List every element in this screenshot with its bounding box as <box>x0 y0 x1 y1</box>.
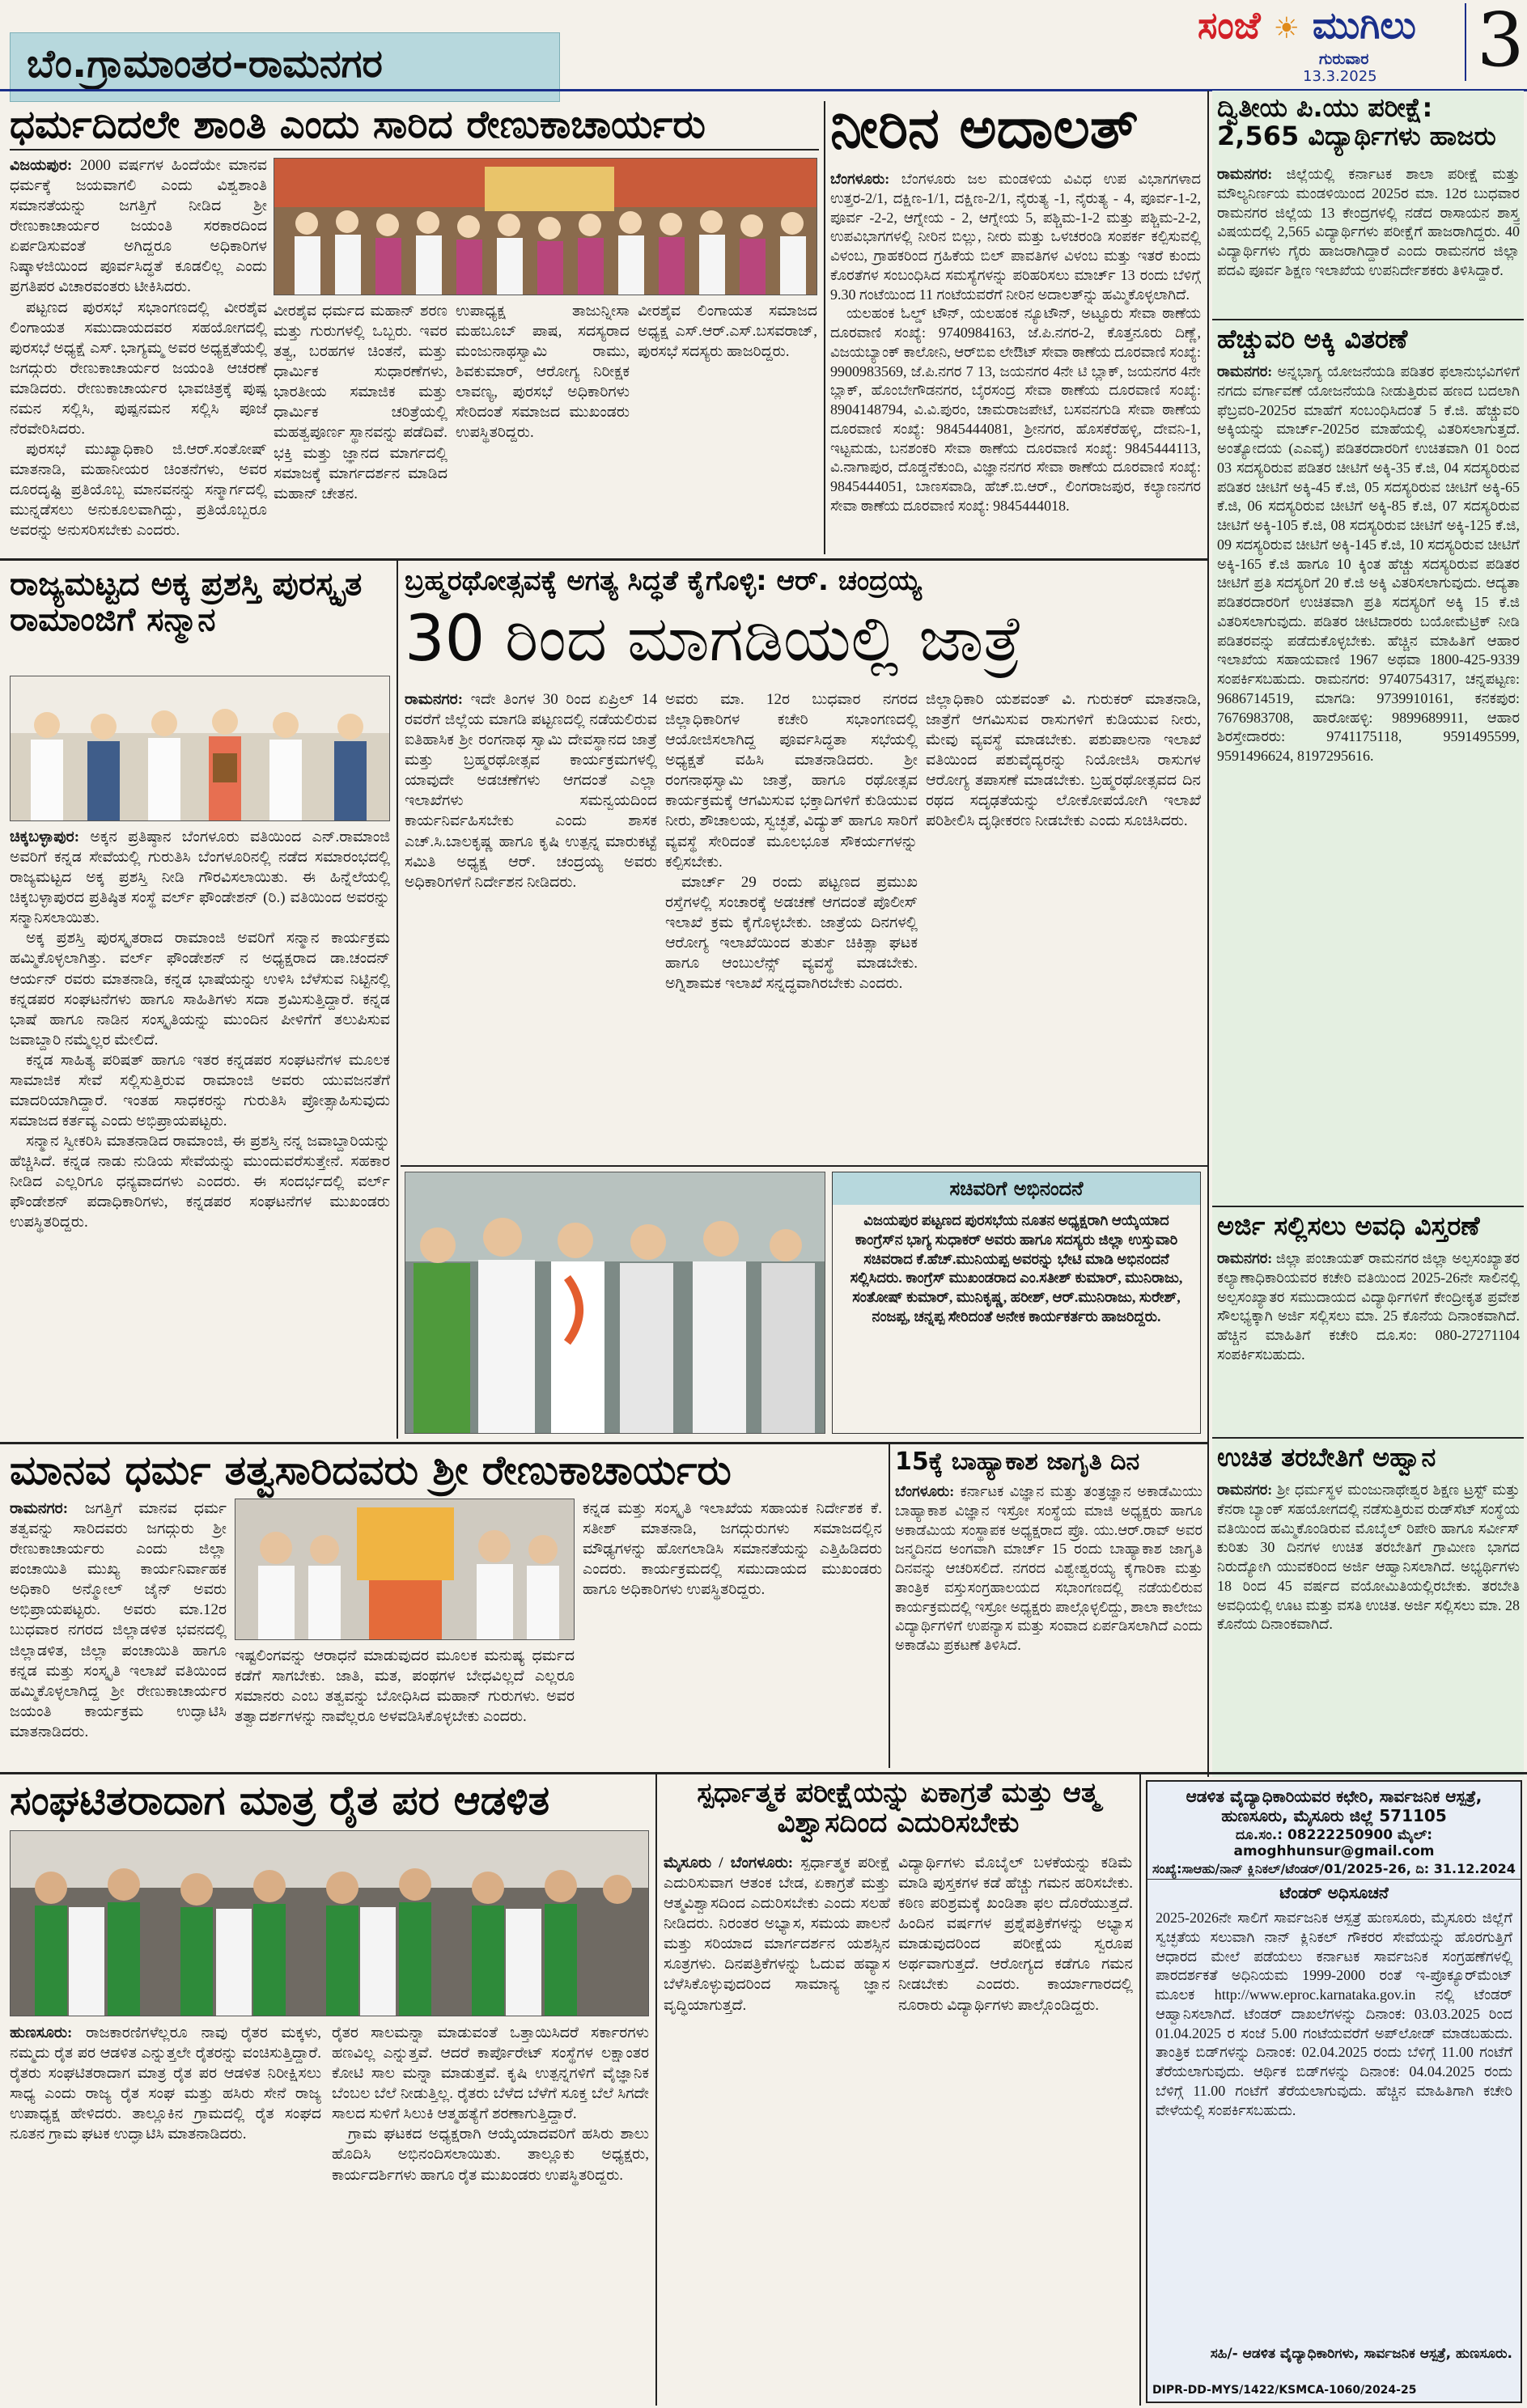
renuka-body-4: ವೀರಶೈವ ಧರ್ಮದ ಮಹಾನ್ ಶರಣ ಮತ್ತು ಗುರುಗಳಲ್ಲಿ ಒಬ್ಬರು. ಇವರ ತತ್ವ, ಬರಹಗಳ ಚಿಂತನೆ, ಮತ್ತು ಧಾರ್ಮಿಕ ಸುಧಾರಣೆಗಳು, ಭಾರತೀಯ ಸಮಾಜಿಕ ಮತ್ತು ಧಾರ್ಮಿಕ ಚರಿತ್ರೆಯಲ್ಲಿ ಮಹತ್ವಪೂರ್ಣ ಸ್ಥಾನವನ್ನು ಪಡೆದಿವೆ. ಭಕ್ತಿ ಮತ್ತು ಜ್ಞಾನದ ಮಾರ್ಗದಲ್ಲಿ ಸಮಾಜಕ್ಕೆ ಮಾರ್ಗದರ್ಶನ ಮಾಡಿದ ಮಹಾನ್ ಚೇತನ. <box>274 303 447 502</box>
arji-rule <box>1212 1437 1524 1439</box>
ramanji-body-4: ಸನ್ಮಾನ ಸ್ವೀಕರಿಸಿ ಮಾತನಾಡಿದ ರಾಮಾಂಜಿ, ಈ ಪ್ರಶಸ್ತಿ ನನ್ನ ಜವಾಬ್ದಾರಿಯನ್ನು ಹೆಚ್ಚಿಸಿದೆ. ಕನ್ನಡ ನಾಡು ನುಡಿಯ ಸೇವೆಯನ್ನು ಮುಂದುವರೆಸುತ್ತೇನೆ. ಸಹಕಾರ ನೀಡಿದ ಎಲ್ಲರಿಗೂ ಧನ್ಯವಾದಗಳು ಎಂದರು. ಈ ಸಂದರ್ಭದಲ್ಲಿ ವರ್ಲ್ ಫೌಂಡೇಶನ್ ಪದಾಧಿಕಾರಿಗಳು, ಕನ್ನಡಪರ ಸಂಘಟನೆಗಳ ಮುಖಂಡರು ಉಪಸ್ಥಿತರಿದ್ದರು. <box>10 1133 390 1232</box>
sachiv-photo <box>405 1172 825 1434</box>
arji-body <box>1217 1249 1520 1435</box>
ramanji-magadi-divider <box>397 561 398 1439</box>
puc-headline: ದ್ವಿತೀಯ ಪಿ.ಯು ಪರೀಕ್ಷೆ: 2,565 ವಿದ್ಯಾರ್ಥಿಗಳು ಹಾಜರು <box>1217 92 1496 152</box>
renuka-body-3: ಪುರಸಭೆ ಮುಖ್ಯಾಧಿಕಾರಿ ಜಿ.ಆರ್.ಸಂತೋಷ್ ಮಾತನಾಡಿ, ಮಹಾನೀಯರ ಚಿಂತನೆಗಳು, ಅವರ ದೂರದೃಷ್ಟಿ ಪ್ರತಿಯೊಬ್ಬ ಮಾನವನನ್ನು ಸನ್ಮಾರ್ಗದಲ್ಲಿ ಮುನ್ನಡೆಸಲು ಅನುಕೂಲವಾಗಿದ್ದು, ಪ್ರತಿಯೊಬ್ಬರೂ ಅವರನ್ನು ಅನುಸರಿಸಬೇಕು ಎಂದರು. <box>10 441 267 540</box>
magadi-kicker: ಬ್ರಹ್ಮರಥೋತ್ಸವಕ್ಕೆ ಅಗತ್ಯ ಸಿದ್ಧತೆ ಕೈಗೊಳ್ಳಿ: ಆರ್. ಚಂದ್ರಯ್ಯ <box>405 565 922 597</box>
manava-space-divider <box>889 1444 890 1768</box>
row4-top-rule <box>0 1772 1527 1774</box>
raita-headline: ಸಂಘಟಿತರಾದಾಗ ಮಾತ್ರ ರೈತ ಪರ ಆಡಳಿತ <box>10 1777 550 1824</box>
akki-body <box>1217 362 1520 1204</box>
raita-body-1: ರಾಜಕಾರಣಿಗಳೆಲ್ಲರೂ ನಾವು ರೈತರ ಮಕ್ಕಳು, ನಮ್ಮದು ರೈತ ಪರ ಆಡಳಿತ ಎನ್ನುತ್ತಲೇ ರೈತರನ್ನು ವಂಚಿಸುತ್ತಿದ್ದಾರೆ. ರೈತರು ಸಂಘಟಿತರಾದಾಗ ಮಾತ್ರ ರೈತ ಪರ ಆಡಳಿತ ನಿರೀಕ್ಷಿಸಲು ಸಾಧ್ಯ ಎಂದು ರಾಜ್ಯ ರೈತ ಸಂಘ ಮತ್ತು ಹಸಿರು ಸೇನೆ ರಾಜ್ಯ ಉಪಾಧ್ಯಕ್ಷ ಹೇಳಿದರು. ತಾಲ್ಲೂಕಿನ ಗ್ರಾಮದಲ್ಲಿ ರೈತ ಸಂಘದ ನೂತನ ಗ್ರಾಮ ಘಟಕ ಉದ್ಘಾಟಿಸಿ ಮಾತನಾಡಿದರು. <box>10 2024 321 2143</box>
akki-text: ಅನ್ನಭಾಗ್ಯ ಯೋಜನೆಯಡಿ ಪಡಿತರ ಫಲಾನುಭವಿಗಳಿಗೆ ನಗದು ವರ್ಗಾವಣೆ ಯೋಜನೆಯಡಿ ನೀಡುತ್ತಿರುವ ಹಣದ ಬದಲಾಗಿ ಫೆಬ್ರವರಿ-2025ರ ಮಾಹೆಗೆ ಸಂಬಂಧಿಸಿದಂತೆ 5 ಕೆ.ಜಿ. ಹೆಚ್ಚುವರಿ ಅಕ್ಕಿಯನ್ನು ಮಾರ್ಚ್-2025ರ ಮಾಹೆಯಲ್ಲಿ ವಿತರಿಸಲಾಗುತ್ತದೆ. ಅಂತ್ಯೋದಯ (ಎಎವೈ) ಪಡಿತರದಾರರಿಗೆ ಉಚಿತವಾಗಿ 01 ರಿಂದ 03 ಸದಸ್ಯರಿರುವ ಪಡಿತರ ಚೀಟಿಗೆ ಅಕ್ಕಿ-35 ಕೆ.ಜಿ, 04 ಸದಸ್ಯರಿರುವ ಪಡಿತರ ಚೀಟಿಗೆ ಅಕ್ಕಿ-45 ಕೆ.ಜಿ, 05 ಸದಸ್ಯರಿರುವ ಚೀಟಿಗೆ ಅಕ್ಕಿ-65 ಕೆ.ಜಿ, 06 ಸದಸ್ಯರಿರುವ ಚೀಟಿಗೆ ಅಕ್ಕಿ-85 ಕೆ.ಜಿ, 07 ಸದಸ್ಯರಿರುವ ಚೀಟಿಗೆ ಅಕ್ಕಿ-105 ಕೆ.ಜಿ, 08 ಸದಸ್ಯರಿರುವ ಚೀಟಿಗೆ ಅಕ್ಕಿ-125 ಕೆ.ಜಿ, 09 ಸದಸ್ಯರಿರುವ ಚೀಟಿಗೆ ಅಕ್ಕಿ-145 ಕೆ.ಜಿ, 10 ಸದಸ್ಯರಿರುವ ಚೀಟಿಗೆ ಅಕ್ಕಿ-165 ಕೆ.ಜಿ ಹಾಗೂ 10 ಕ್ಕಿಂತ ಹೆಚ್ಚು ಸದಸ್ಯರಿರುವ ಪಡಿತರ ಚೀಟಿಗೆ ಪ್ರತಿ ಸದಸ್ಯರಿಗೆ 20 ಕೆ.ಜಿ ಅಕ್ಕಿ ವಿತರಿಸಲಾಗುವುದು. ಆದ್ಯತಾ ಪಡಿತರದಾರರಿಗೆ ಉಚಿತವಾಗಿ ಪ್ರತಿ ಸದಸ್ಯರಿಗೆ ಅಕ್ಕಿ 15 ಕೆ.ಜಿ ವಿತರಿಸಲಾಗುವುದು. ಪಡಿತರ ಚೀಟಿದಾರರು ಬಯೋಮೆಟ್ರಿಕ್ ನೀಡಿ ಪಡಿತರವನ್ನು ಪಡೆದುಕೊಳ್ಳಬೇಕು. ಹೆಚ್ಚಿನ ಮಾಹಿತಿಗೆ ಆಹಾರ ಇಲಾಖೆಯ ಸಹಾಯವಾಣಿ 1967 ಅಥವಾ 1800-425-9339 ಸಂಪರ್ಕಿಸಬಹುದು. ರಾಮನಗರ: 9740754317, ಚನ್ನಪಟ್ಟಣ: 9686714519, ಮಾಗಡಿ: 9739910161, ಕನಕಪುರ: 7676983708, ಹಾರೋಹಳ್ಳಿ: 9899689911, ಆಹಾರ ಶಿರಸ್ತೇದಾರರು: 9741175118, 9591495599, 9591496624, 8197295616. <box>1217 363 1520 764</box>
renuka-adalat-divider <box>824 101 825 554</box>
adalat-headline: ನೀರಿನ ಅದಾಲತ್ <box>830 95 1139 161</box>
brand-name-mugilu: ಮುಗಿಲು <box>1312 3 1416 47</box>
exam-dateline: ಮೈಸೂರು / ಬೆಂಗಳೂರು: <box>664 1855 794 1872</box>
weekday: ಗುರುವಾರ <box>1319 50 1369 68</box>
jayanti-photo-illustration <box>235 1499 575 1640</box>
section-label-bar <box>10 32 560 102</box>
magadi-body-2: ಅವರು ಮಾ. 12ರ ಬುಧವಾರ ನಗರದ ಜಿಲ್ಲಾಧಿಕಾರಿಗಳ ಕಚೇರಿ ಸಭಾಂಗಣದಲ್ಲಿ ಆಯೋಜಿಸಲಾಗಿದ್ದ ಪೂರ್ವಸಿದ್ಧತಾ ಸಭೆಯಲ್ಲಿ ಅಧ್ಯಕ್ಷತೆ ವಹಿಸಿ ಮಾತನಾಡಿದರು. ಶ್ರೀ ರಂಗನಾಥಸ್ವಾಮಿ ಜಾತ್ರೆ, ಹಾಗೂ ರಥೋತ್ಸವ ಕಾರ್ಯಕ್ರಮಕ್ಕೆ ಆಗಮಿಸುವ ಭಕ್ತಾದಿಗಳಿಗೆ ಕುಡಿಯುವ ನೀರು, ಶೌಚಾಲಯ, ಸ್ವಚ್ಛತೆ, ವಿದ್ಯುತ್ ಹಾಗೂ ಸಾರಿಗೆ ವ್ಯವಸ್ಥೆ ಸೇರಿದಂತೆ ಮೂಲಭೂತ ಸೌಕರ್ಯಗಳನ್ನು ಕಲ್ಪಿಸಬೇಕು. <box>665 691 918 871</box>
renuka-body-5: ಉಪಾಧ್ಯಕ್ಷ ತಾಜುನ್ನೀಸಾ ಮಹಬೂಬ್ ಪಾಷ, ಸದಸ್ಯರಾದ ಮಂಜುನಾಥಸ್ವಾಮಿ ರಾಮು, ಶಿವಕುಮಾರ್, ಆರೋಗ್ಯ ನಿರೀಕ್ಷಕ ಲಾವಣ್ಯ, ಪುರಸಭೆ ಅಧಿಕಾರಿಗಳು ಸೇರಿದಂತೆ ಸಮಾಜದ ಮುಖಂಡರು ಉಪಸ್ಥಿತರಿದ್ದರು. <box>456 303 630 442</box>
sachiv-box <box>832 1172 1201 1434</box>
magadi-body-1: ಇದೇ ತಿಂಗಳ 30 ರಿಂದ ಏಪ್ರಿಲ್ 14 ರವರೆಗೆ ಜಿಲ್ಲೆಯ ಮಾಗಡಿ ಪಟ್ಟಣದಲ್ಲಿ ನಡೆಯಲಿರುವ ಐತಿಹಾಸಿಕ ಶ್ರೀ ರಂಗನಾಥ ಸ್ವಾಮಿ ದೇವಸ್ಥಾನದ ಜಾತ್ರೆ ಮತ್ತು ಬ್ರಹ್ಮರಥೋತ್ಸವ ಕಾರ್ಯಕ್ರಮಗಳಲ್ಲಿ ಯಾವುದೇ ಅಡಚಣೆಗಳು ಆಗದಂತೆ ಎಲ್ಲಾ ಇಲಾಖೆಗಳು ಸಮನ್ವಯದಿಂದ ಕಾರ್ಯನಿರ್ವಹಿಸಬೇಕು ಎಂದು ಶಾಸಕ ಎಚ್.ಸಿ.ಬಾಲಕೃಷ್ಣ ಹಾಗೂ ಕೃಷಿ ಉತ್ಪನ್ನ ಮಾರುಕಟ್ಟೆ ಸಮಿತಿ ಅಧ್ಯಕ್ಷ ಆರ್. ಚಂದ್ರಯ್ಯ ಅವರು ಅಧಿಕಾರಿಗಳಿಗೆ ನಿರ್ದೇಶನ ನೀಡಿದರು. <box>405 691 657 891</box>
tender-contact: ದೂ.ಸಂ.: 08222250900 ಮೈಲ್: amoghhunsur@gmail.com <box>1233 1827 1435 1859</box>
tender-ref: ಸಂಖ್ಯೆ:ಸಾಆಹು/ನಾನ್ ಕ್ಲಿನಿಕಲ್/ಟೆಂಡರ್/01/2025-26, ದಿ: 31.12.2024 <box>1147 1859 1521 1880</box>
magadi-col1 <box>405 689 657 1159</box>
exam-col2 <box>898 1853 1133 2403</box>
masthead <box>1198 0 1527 84</box>
manava-body-3: ಕನ್ನಡ ಮತ್ತು ಸಂಸ್ಕೃತಿ ಇಲಾಖೆಯ ಸಹಾಯಕ ನಿರ್ದೇಶಕ ಕೆ. ಸತೀಶ್ ಮಾತನಾಡಿ, ಜಗದ್ಗುರುಗಳು ಸಮಾಜದಲ್ಲಿನ ಮೌಢ್ಯಗಳನ್ನು ಹೋಗಲಾಡಿಸಿ ಸಮಾನತೆಯನ್ನು ಎತ್ತಿಹಿಡಿದರು ಎಂದರು. ಕಾರ್ಯಕ್ರಮದಲ್ಲಿ ಸಮುದಾಯದ ಮುಖಂಡರು ಹಾಗೂ ಅಧಿಕಾರಿಗಳು ಉಪಸ್ಥಿತರಿದ್ದರು. <box>583 1500 882 1599</box>
renuka-col2 <box>274 301 447 550</box>
ramanji-headline: ರಾಜ್ಯಮಟ್ಟದ ಅಕ್ಕ ಪ್ರಶಸ್ತಿ ಪುರಸ್ಕೃತ ರಾಮಾಂಜಿಗೆ ಸನ್ಮಾನ <box>10 566 363 638</box>
ramanji-body-3: ಕನ್ನಡ ಸಾಹಿತ್ಯ ಪರಿಷತ್ ಹಾಗೂ ಇತರ ಕನ್ನಡಪರ ಸಂಘಟನೆಗಳ ಮೂಲಕ ಸಾಮಾಜಿಕ ಸೇವೆ ಸಲ್ಲಿಸುತ್ತಿರುವ ರಾಮಾಂಜಿ ಅವರು ಯುವಜನತೆಗೆ ಮಾದರಿಯಾಗಿದ್ದಾರೆ. ಇಂತಹ ಸಾಧಕರನ್ನು ಗುರುತಿಸಿ ಪ್ರೋತ್ಸಾಹಿಸುವುದು ಸಮಾಜದ ಕರ್ತವ್ಯ ಎಂದು ಅಭಿಪ್ರಾಯಪಟ್ಟರು. <box>10 1051 390 1130</box>
manava-body-2: ಇಷ್ಟಲಿಂಗವನ್ನು ಆರಾಧನೆ ಮಾಡುವುದರ ಮೂಲಕ ಮನುಷ್ಯ ಧರ್ಮದ ಕಡೆಗೆ ಸಾಗಬೇಕು. ಜಾತಿ, ಮತ, ಪಂಥಗಳ ಬೇಧವಿಲ್ಲದೆ ಎಲ್ಲರೂ ಸಮಾನರು ಎಂಬ ತತ್ವವನ್ನು ಬೋಧಿಸಿದ ಮಹಾನ್ ಗುರುಗಳು. ಅವರ ತತ್ವಾದರ್ಶಗಳನ್ನು ನಾವೆಲ್ಲರೂ ಅಳವಡಿಸಿಕೊಳ್ಳಬೇಕು ಎಂದರು. <box>235 1647 575 1726</box>
tender-dipr: DIPR-DD-MYS/1422/KSMCA-1060/2024-25 <box>1152 2384 1417 2397</box>
magadi-headline: 30 ರಿಂದ ಮಾಗಡಿಯಲ್ಲಿ ಜಾತ್ರೆ <box>405 603 1023 676</box>
space-headline: 15ಕ್ಕೆ ಬಾಹ್ಯಾಕಾಶ ಜಾಗೃತಿ ದಿನ <box>895 1448 1140 1476</box>
magadi-col2 <box>665 689 918 1159</box>
raita-dateline: ಹುಣಸೂರು: <box>10 2024 73 2041</box>
renuka-photo <box>274 158 817 295</box>
manava-col3 <box>583 1499 882 1761</box>
space-body <box>895 1482 1203 1761</box>
award-photo-illustration <box>11 676 390 821</box>
magadi-col3 <box>926 689 1201 1159</box>
arji-text: ಜಿಲ್ಲಾ ಪಂಚಾಯತ್ ರಾಮನಗರ ಜಿಲ್ಲಾ ಅಲ್ಪಸಂಖ್ಯಾತರ ಕಲ್ಯಾಣಾಧಿಕಾರಿಯವರ ಕಚೇರಿ ವತಿಯಿಂದ 2025-26ನೇ ಸಾಲಿನಲ್ಲಿ ಅಲ್ಪಸಂಖ್ಯಾತರ ಸಮುದಾಯದ ವಿದ್ಯಾರ್ಥಿಗಳಿಗೆ ಕೇಂದ್ರೀಕೃತ ಪ್ರವೇಶ ಸೌಲಭ್ಯಕ್ಕಾಗಿ ಅರ್ಜಿ ಸಲ್ಲಿಸಲು ಮಾ. 25 ಕೊನೆಯ ದಿನಾಂಕವಾಗಿದೆ. ಹೆಚ್ಚಿನ ಮಾಹಿತಿಗೆ ಕಚೇರಿ ದೂ.ಸಂ: 080-27271104 ಸಂಪರ್ಕಿಸಬಹುದು. <box>1217 1250 1520 1363</box>
raita-photo <box>10 1830 649 2016</box>
brand-name-sanje: ಸಂಜೆ <box>1198 3 1261 47</box>
renuka-col3 <box>456 301 630 550</box>
adalat-body <box>830 170 1201 550</box>
issue-date: 13.3.2025 <box>1303 68 1377 85</box>
ramanji-body <box>10 827 390 1434</box>
exam-body-2: ವಿದ್ಯಾರ್ಥಿಗಳು ಮೊಬೈಲ್ ಬಳಕೆಯನ್ನು ಕಡಿಮೆ ಮಾಡಿ ಪುಸ್ತಕಗಳ ಕಡೆ ಹೆಚ್ಚು ಗಮನ ಹರಿಸಬೇಕು. ಕಠಿಣ ಪರಿಶ್ರಮಕ್ಕೆ ಖಂಡಿತಾ ಫಲ ದೊರೆಯುತ್ತದೆ. ಹಿಂದಿನ ವರ್ಷಗಳ ಪ್ರಶ್ನೆಪತ್ರಿಕೆಗಳನ್ನು ಅಭ್ಯಾಸ ಮಾಡುವುದರಿಂದ ಪರೀಕ್ಷೆಯ ಸ್ವರೂಪ ಅರ್ಥವಾಗುತ್ತದೆ. ಆರೋಗ್ಯದ ಕಡೆಗೂ ಗಮನ ನೀಡಬೇಕು ಎಂದರು. ಕಾರ್ಯಾಗಾರದಲ್ಲಿ ನೂರಾರು ವಿದ್ಯಾರ್ಥಿಗಳು ಪಾಲ್ಗೊಂಡಿದ್ದರು. <box>898 1855 1133 2014</box>
renuka-headline: ಧರ್ಮದಿದಲೇ ಶಾಂತಿ ಎಂದು ಸಾರಿದ ರೇಣುಕಾಚಾರ್ಯರು <box>10 102 706 147</box>
brand-logo <box>1198 3 1465 49</box>
raita-body-3: ಗ್ರಾಮ ಘಟಕದ ಅಧ್ಯಕ್ಷರಾಗಿ ಆಯ್ಕೆಯಾದವರಿಗೆ ಹಸಿರು ಶಾಲು ಹೊದಿಸಿ ಅಭಿನಂದಿಸಲಾಯಿತು. ತಾಲ್ಲೂಕು ಅಧ್ಯಕ್ಷರು, ಕಾರ್ಯದರ್ಶಿಗಳು ಹಾಗೂ ರೈತ ಮುಖಂಡರು ಉಪಸ್ಥಿತರಿದ್ದರು. <box>332 2126 649 2184</box>
row3-top-rule <box>0 1442 1207 1444</box>
magadi-body-3: ಮಾರ್ಚ್ 29 ರಂದು ಪಟ್ಟಣದ ಪ್ರಮುಖ ರಸ್ತೆಗಳಲ್ಲಿ ಸಂಚಾರಕ್ಕೆ ಅಡಚಣೆ ಆಗದಂತೆ ಪೊಲೀಸ್ ಇಲಾಖೆ ಕ್ರಮ ಕೈಗೊಳ್ಳಬೇಕು. ಜಾತ್ರೆಯ ದಿನಗಳಲ್ಲಿ ಆರೋಗ್ಯ ಇಲಾಖೆಯಿಂದ ತುರ್ತು ಚಿಕಿತ್ಸಾ ಘಟಕ ಹಾಗೂ ಆಂಬುಲೆನ್ಸ್ ವ್ಯವಸ್ಥೆ ಮಾಡಬೇಕು. ಅಗ್ನಿಶಾಮಕ ಇಲಾಖೆ ಸನ್ನದ್ಧವಾಗಿರಬೇಕು ಎಂದರು. <box>665 873 918 993</box>
manava-photo <box>235 1499 575 1640</box>
tender-body: 2025-2026ನೇ ಸಾಲಿಗೆ ಸಾರ್ವಜನಿಕ ಆಸ್ಪತ್ರೆ ಹುಣಸೂರು, ಮೈಸೂರು ಜಿಲ್ಲೆಗೆ ಸ್ವಚ್ಛತೆಯ ಸಲುವಾಗಿ ನಾನ್ ಕ್ಲಿನಿಕಲ್ ಗೌಕರರ ಸೇವೆಯನ್ನು ಹೊರಗುತ್ತಿಗೆ ಆಧಾರದ ಮೇಲೆ ಪಡೆಯಲು ಕರ್ನಾಟಕ ಸಾರ್ವಜನಿಕ ಸಂಗ್ರಹಣೆಗಳಲ್ಲಿ ಪಾರದರ್ಶಕತೆ ಅಧಿನಿಯಮ 1999-2000 ರಂತೆ ಇ-ಪ್ರೊಕ್ಯೂರ್‌ಮೆಂಟ್ ಮೂಲಕ http://www.eproc.karnataka.gov.in ನಲ್ಲಿ ಟೆಂಡರ್ ಆಹ್ವಾನಿಸಲಾಗಿದೆ. ಟೆಂಡರ್ ದಾಖಲೆಗಳನ್ನು ದಿನಾಂಕ: 03.03.2025 ರಿಂದ 01.04.2025 ರ ಸಂಜೆ 5.00 ಗಂಟೆಯವರೆಗೆ ಅಪ್‌ಲೋಡ್ ಮಾಡಬಹುದು. ತಾಂತ್ರಿಕ ಬಿಡ್‌ಗಳನ್ನು ದಿನಾಂಕ: 02.04.2025 ರಂದು ಬೆಳಿಗ್ಗೆ 11.00 ಗಂಟೆಗೆ ತೆರೆಯಲಾಗುವುದು. ಆರ್ಥಿಕ ಬಿಡ್‌ಗಳನ್ನು ದಿನಾಂಕ: 04.04.2025 ರಂದು ಬೆಳಿಗ್ಗೆ 11.00 ಗಂಟೆಗೆ ತೆರೆಯಲಾಗುವುದು. ಹೆಚ್ಚಿನ ಮಾಹಿತಿಗಾಗಿ ಕಚೇರಿ ವೇಳೆಯಲ್ಲಿ ಸಂಪರ್ಕಿಸಬಹುದು. <box>1156 1910 1512 2118</box>
manava-headline: ಮಾನವ ಧರ್ಮ ತತ್ವಸಾರಿದವರು ಶ್ರೀ ರೇಣುಕಾಚಾರ್ಯರು <box>10 1447 732 1494</box>
exam-headline: ಸ್ಪರ್ಧಾತ್ಮಕ ಪರೀಕ್ಷೆಯನ್ನು ಏಕಾಗ್ರತೆ ಮತ್ತು ಆತ್ಮ ವಿಶ್ವಾಸದಿಂದ ಎದುರಿಸಬೇಕು <box>697 1777 1100 1840</box>
page-number: 3 <box>1477 0 1525 83</box>
space-text: ಕರ್ನಾಟಕ ವಿಜ್ಞಾನ ಮತ್ತು ತಂತ್ರಜ್ಞಾನ ಅಕಾಡೆಮಿಯು ಬಾಹ್ಯಾಕಾಶ ವಿಜ್ಞಾನ ಇಸ್ರೋ ಸಂಸ್ಥೆಯ ಮಾಜಿ ಅಧ್ಯಕ್ಷರು ಹಾಗೂ ಅಕಾಡೆಮಿಯ ಸಂಸ್ಥಾಪಕ ಅಧ್ಯಕ್ಷರಾದ ಪ್ರೊ. ಯು.ಆರ್.ರಾವ್ ಅವರ ಜನ್ಮದಿನದ ಅಂಗವಾಗಿ ಮಾರ್ಚ್ 15 ರಂದು ಬಾಹ್ಯಾಕಾಶ ಜಾಗೃತಿ ದಿನವನ್ನು ಆಚರಿಸಲಿದೆ. ನಗರದ ವಿಶ್ವೇಶ್ವರಯ್ಯ ಕೈಗಾರಿಕಾ ಮತ್ತು ತಾಂತ್ರಿಕ ವಸ್ತುಸಂಗ್ರಹಾಲಯದ ಸಭಾಂಗಣದಲ್ಲಿ ನಡೆಯಲಿರುವ ಕಾರ್ಯಕ್ರಮದಲ್ಲಿ ಇಸ್ರೋ ಅಧ್ಯಕ್ಷರು ಪಾಲ್ಗೊಳ್ಳಲಿದ್ದು, ಶಾಲಾ ಕಾಲೇಜು ವಿದ್ಯಾರ್ಥಿಗಳಿಗೆ ಉಪನ್ಯಾಸ ಮತ್ತು ಸಂವಾದ ಏರ್ಪಡಿಸಲಾಗಿದೆ ಎಂದು ಅಕಾಡೆಮಿ ಪ್ರಕಟಣೆ ತಿಳಿಸಿದೆ. <box>895 1483 1203 1653</box>
renuka-body-2: ಪಟ್ಟಣದ ಪುರಸಭೆ ಸಭಾಂಗಣದಲ್ಲಿ ವೀರಶೈವ ಲಿಂಗಾಯತ ಸಮುದಾಯದವರ ಸಹಯೋಗದಲ್ಲಿ ಪುರಸಭೆ ಅಧ್ಯಕ್ಷೆ ಎಸ್. ಭಾಗ್ಯಮ್ಮ ಅವರ ಅಧ್ಯಕ್ಷತೆಯಲ್ಲಿ ಜಗದ್ಗುರು ರೇಣುಕಾಚಾರ್ಯರ ಜಯಂತಿ ಆಚರಣೆ ಮಾಡಿದರು. ರೇಣುಕಾಚಾರ್ಯರ ಭಾವಚಿತ್ರಕ್ಕೆ ಪುಷ್ಪ ನಮನ ಸಲ್ಲಿಸಿ, ಪುಷ್ಪನಮನ ಸಲ್ಲಿಸಿ ಪೂಜೆ ನೆರವೇರಿಸಿದರು. <box>10 299 267 439</box>
raita-col2 <box>332 2023 649 2403</box>
raita-exam-divider <box>655 1774 657 2406</box>
raita-col1 <box>10 2023 321 2403</box>
puc-text: ಜಿಲ್ಲೆಯಲ್ಲಿ ಕರ್ನಾಟಕ ಶಾಲಾ ಪರೀಕ್ಷೆ ಮತ್ತು ಮೌಲ್ಯನಿರ್ಣಯ ಮಂಡಳಿಯಿಂದ 2025ರ ಮಾ. 12ರ ಬುಧವಾರ ರಾಮನಗರ ಜಿಲ್ಲೆಯ 13 ಕೇಂದ್ರಗಳಲ್ಲಿ ನಡೆದ ರಾಸಾಯನ ಶಾಸ್ತ್ರ ವಿಷಯದಲ್ಲಿ 2,565 ವಿದ್ಯಾರ್ಥಿಗಳು ಪರೀಕ್ಷೆಗೆ ಹಾಜರಾಗಿದ್ದರು. 40 ವಿದ್ಯಾರ್ಥಿಗಳು ಗೈರು ಹಾಜರಾಗಿದ್ದಾರೆ ಎಂದು ರಾಮನಗರ ಜಿಲ್ಲಾ ಪದವಿ ಪೂರ್ವ ಶಿಕ್ಷಣ ಇಲಾಖೆಯ ಉಪನಿರ್ದೇಶಕರು ತಿಳಿಸಿದ್ದಾರೆ. <box>1217 166 1520 278</box>
manava-col1 <box>10 1499 227 1761</box>
manava-dateline: ರಾಮನಗರ: <box>10 1500 69 1517</box>
magadi-bottom-rule <box>401 1165 1207 1167</box>
renuka-caption: ವೀರಶೈವ ಲಿಂಗಾಯತ ಸಮಾಜದ ಅಧ್ಯಕ್ಷ ಎಸ್.ಆರ್.ಎಸ್.ಬಸವರಾಜ್, ಪುರಸಭೆ ಸದಸ್ಯರು ಹಾಜರಿದ್ದರು. <box>638 303 817 361</box>
tarabeti-body <box>1217 1481 1520 1772</box>
sidebar <box>1212 91 1524 1777</box>
arji-dateline: ರಾಮನಗರ: <box>1217 1250 1273 1266</box>
tarabeti-headline: ಉಚಿತ ತರಬೇತಿಗೆ ಅಹ್ವಾನ <box>1217 1442 1436 1473</box>
raita-body-2: ರೈತರ ಸಾಲಮನ್ನಾ ಮಾಡುವಂತೆ ಒತ್ತಾಯಿಸಿದರೆ ಸರ್ಕಾರಗಳು ಹಣವಿಲ್ಲ ಎನ್ನುತ್ತವೆ. ಆದರೆ ಕಾರ್ಪೊರೇಟ್ ಸಂಸ್ಥೆಗಳ ಲಕ್ಷಾಂತರ ಕೋಟಿ ಸಾಲ ಮನ್ನಾ ಮಾಡುತ್ತವೆ. ಕೃಷಿ ಉತ್ಪನ್ನಗಳಿಗೆ ವೈಜ್ಞಾನಿಕ ಬೆಂಬಲ ಬೆಲೆ ನೀಡುತ್ತಿಲ್ಲ. ರೈತರು ಬೆಳೆದ ಬೆಳೆಗೆ ಸೂಕ್ತ ಬೆಲೆ ಸಿಗದೇ ಸಾಲದ ಸುಳಿಗೆ ಸಿಲುಕಿ ಆತ್ಮಹತ್ಯೆಗೆ ಶರಣಾಗುತ್ತಿದ್ದಾರೆ. <box>332 2024 649 2123</box>
exam-body-1: ಸ್ಪರ್ಧಾತ್ಮಕ ಪರೀಕ್ಷೆ ಎದುರಿಸುವಾಗ ಆತಂಕ ಬೇಡ, ಏಕಾಗ್ರತೆ ಮತ್ತು ಆತ್ಮವಿಶ್ವಾಸದಿಂದ ಎದುರಿಸಬೇಕು ಎಂದು ಸಲಹೆ ನೀಡಿದರು. ನಿರಂತರ ಅಭ್ಯಾಸ, ಸಮಯ ಪಾಲನೆ ಮತ್ತು ಸರಿಯಾದ ಮಾರ್ಗದರ್ಶನ ಯಶಸ್ಸಿನ ಸೂತ್ರಗಳು. ದಿನಪತ್ರಿಕೆಗಳನ್ನು ಓದುವ ಹವ್ಯಾಸ ಬೆಳೆಸಿಕೊಳ್ಳುವುದರಿಂದ ಸಾಮಾನ್ಯ ಜ್ಞಾನ ವೃದ್ಧಿಯಾಗುತ್ತದೆ. <box>664 1855 890 2014</box>
tender-title: ಟೆಂಡರ್ ಅಧಿಸೂಚನೆ <box>1279 1883 1389 1902</box>
ramanji-dateline: ಚಿಕ್ಕಬಳ್ಳಾಪುರ: <box>10 829 80 846</box>
akki-dateline: ರಾಮನಗರ: <box>1217 363 1273 379</box>
felicitation-photo-illustration <box>405 1172 825 1434</box>
manava-body-1: ಜಗತ್ತಿಗೆ ಮಾನವ ಧರ್ಮ ತತ್ವವನ್ನು ಸಾರಿದವರು ಜಗದ್ಗುರು ಶ್ರೀ ರೇಣುಕಾಚಾರ್ಯರು ಎಂದು ಜಿಲ್ಲಾ ಪಂಚಾಯಿತಿ ಮುಖ್ಯ ಕಾರ್ಯನಿರ್ವಾಹಕ ಅಧಿಕಾರಿ ಅನ್ಮೋಲ್ ಜೈನ್ ಅವರು ಅಭಿಪ್ರಾಯಪಟ್ಟರು. ಅವರು ಮಾ.12ರ ಬುಧವಾರ ನಗರದ ಜಿಲ್ಲಾಡಳಿತ ಭವನದಲ್ಲಿ ಜಿಲ್ಲಾಡಳಿತ, ಜಿಲ್ಲಾ ಪಂಚಾಯಿತಿ ಹಾಗೂ ಕನ್ನಡ ಮತ್ತು ಸಂಸ್ಕೃತಿ ಇಲಾಖೆ ವತಿಯಿಂದ ಹಮ್ಮಿಕೊಳ್ಳಲಾಗಿದ್ದ ಶ್ರೀ ರೇಣುಕಾಚಾರ್ಯರ ಜಯಂತಿ ಕಾರ್ಯಕ್ರಮ ಉದ್ಘಾಟಿಸಿ ಮಾತನಾಡಿದರು. <box>10 1500 227 1740</box>
puc-dateline: ರಾಮನಗರ: <box>1217 166 1273 182</box>
tender-office: ಆಡಳಿತ ವೈದ್ಯಾಧಿಕಾರಿಯವರ ಕಛೇರಿ, ಸಾರ್ವಜನಿಕ ಆಸ್ಪತ್ರೆ, ಹುಣಸೂರು, ಮೈಸೂರು ಜಿಲ್ಲೆ 571105 <box>1186 1787 1482 1825</box>
renuka-body-1: 2000 ವರ್ಷಗಳ ಹಿಂದೆಯೇ ಮಾನವ ಧರ್ಮಕ್ಕೆ ಜಯವಾಗಲಿ ಎಂದು ವಿಶ್ವಶಾಂತಿ ಸಮಾನತೆಯನ್ನು ಜಗತ್ತಿಗೆ ನೀಡಿದ ಶ್ರೀ ರೇಣುಕಾಚಾರ್ಯರ ಜಯಂತಿ ಸರಕಾರದಿಂದ ಏರ್ಪಡಿಸುವಂತೆ ಅಗಿದ್ದರೂ ಅಧಿಕಾರಿಗಳ ನಿಷ್ಕಾಳಜಿಯಿಂದ ಪೂರ್ವಸಿದ್ಧತೆ ಕೂಡಲಿಲ್ಲ ಎಂದು ಪ್ರಗತಿಪರ ವಿಚಾರವಂತರು ಟೀಕಿಸಿದರು. <box>10 157 267 296</box>
palm-icon: ☀ <box>1273 12 1300 45</box>
sachiv-title: ಸಚಿವರಿಗೆ ಅಭಿನಂದನೆ <box>833 1172 1200 1205</box>
puc-body <box>1217 165 1520 316</box>
ramanji-body-2: ಅಕ್ಕ ಪ್ರಶಸ್ತಿ ಪುರಸ್ಕೃತರಾದ ರಾಮಾಂಜಿ ಅವರಿಗೆ ಸನ್ಮಾನ ಕಾರ್ಯಕ್ರಮ ಹಮ್ಮಿಕೊಳ್ಳಲಾಗಿತ್ತು. ವರ್ಲ್ ಫೌಂಡೇಶನ್ ನ ಅಧ್ಯಕ್ಷರಾದ ಡಾ.ಚಂದನ್ ಆರ್ಯನ್ ರವರು ಮಾತನಾಡಿ, ಕನ್ನಡ ಭಾಷೆಯನ್ನು ಉಳಿಸಿ ಬೆಳೆಸುವ ನಿಟ್ಟಿನಲ್ಲಿ ಕನ್ನಡಪರ ಸಂಘಟನೆಗಳು ಹಾಗೂ ಸಾಹಿತಿಗಳು ಸದಾ ಶ್ರಮಿಸುತ್ತಿದ್ದಾರೆ. ಕನ್ನಡ ಭಾಷೆ ಹಾಗೂ ನಾಡಿನ ಸಂಸ್ಕೃತಿಯನ್ನು ಮುಂದಿನ ಪೀಳಿಗೆಗೆ ತಲುಪಿಸುವ ಜವಾಬ್ದಾರಿ ನಮ್ಮೆಲ್ಲರ ಮೇಲಿದೆ. <box>10 930 390 1049</box>
exam-tender-divider <box>1139 1774 1141 2406</box>
adalat-dateline: ಬೆಂಗಳೂರು: <box>830 171 890 187</box>
masthead-divider <box>1465 3 1466 81</box>
renuka-col4 <box>638 301 817 550</box>
farmers-photo-illustration <box>11 1831 649 2016</box>
adalat-body-2: ಯಲಹಂಕ ಓಲ್ಡ್ ಟೌನ್, ಯಲಹಂಕ ನ್ಯೂಟೌನ್, ಅಟ್ಟೂರು ಸೇವಾ ಠಾಣೆಯ ದೂರವಾಣಿ ಸಂಖ್ಯೆ: 9740984163, ಜೆ.ಪಿ.ನಗರ-2, ಕೊತ್ತನೂರು ದಿಣ್ಣೆ, ವಿಜಯಬ್ಯಾಂಕ್ ಕಾಲೋನಿ, ಆರ್‌ಬಿಐ ಲೇಔಟ್ ಸೇವಾ ಠಾಣೆಯ ದೂರವಾಣಿ ಸಂಖ್ಯೆ: 9900983569, ಜೆ.ಪಿ.ನಗರ 7 13, ಜಯನಗರ 4ನೇ ಟಿ ಬ್ಲಾಕ್, ಜಯನಗರ 4ನೇ ಬ್ಲಾಕ್, ಹೊಂಬೇಗೌಡನಗರ, ಬೈರಸಂದ್ರ ಸೇವಾ ಠಾಣೆಯ ದೂರವಾಣಿ ಸಂಖ್ಯೆ: 8904148794, ವಿ.ವಿ.ಪುರಂ, ಚಾಮರಾಜಪೇಟೆ, ಬಸವನಗುಡಿ ಸೇವಾ ಠಾಣೆಯ ದೂರವಾಣಿ ಸಂಖ್ಯೆ: 9845444081, ಶ್ರೀನಗರ, ಹೊಸಕೆರೆಹಳ್ಳಿ, ದೇವನಿ-1, ಇಟ್ಟಮಡು, ಬನಶಂಕರಿ ಸೇವಾ ಠಾಣೆಯ ದೂರವಾಣಿ ಸಂಖ್ಯೆ: 9845444113, ವಿ.ನಾಗಾಪುರ, ದೊಡ್ಡನೆಕುಂದಿ, ವಿಜ್ಞಾನನಗರ ಸೇವಾ ಠಾಣೆಯ ದೂರವಾಣಿ ಸಂಖ್ಯೆ: 9845444051, ಬಾಣಸವಾಡಿ, ಹೆಚ್.ಬಿ.ಆರ್., ಲಿಂಗರಾಜಪುರ, ಕಲ್ಯಾಣನಗರ ಸೇವಾ ಠಾಣೆಯ ದೂರವಾಣಿ ಸಂಖ್ಯೆ: 9845444018. <box>830 305 1201 514</box>
tender-notice <box>1146 1780 1522 2403</box>
tender-signature: ಸಹಿ/- ಆಡಳಿತ ವೈದ್ಯಾಧಿಕಾರಿಗಳು, ಸಾರ್ವಜನಿಕ ಆಸ್ಪತ್ರೆ, ಹುಣಸೂರು. <box>1210 2346 1512 2362</box>
space-dateline: ಬೆಂಗಳೂರು: <box>895 1483 955 1499</box>
arji-headline: ಅರ್ಜಿ ಸಲ್ಲಿಸಲು ಅವಧಿ ವಿಸ್ತರಣೆ <box>1217 1210 1480 1241</box>
tarabeti-text: ಶ್ರೀ ಧರ್ಮಸ್ಥಳ ಮಂಜುನಾಥೇಶ್ವರ ಶಿಕ್ಷಣ ಟ್ರಸ್ಟ್ ಮತ್ತು ಕೆನರಾ ಬ್ಯಾಂಕ್ ಸಹಯೋಗದಲ್ಲಿ ನಡೆಸುತ್ತಿರುವ ರುಡ್‌ಸೆಟ್ ಸಂಸ್ಥೆಯ ವತಿಯಿಂದ ಹಮ್ಮಿಕೊಂಡಿರುವ ಮೊಬೈಲ್ ರಿಪೇರಿ ಹಾಗೂ ಸರ್ವೀಸ್ ಕುರಿತು 30 ದಿನಗಳ ಉಚಿತ ತರಬೇತಿಗೆ ಗ್ರಾಮೀಣ ಭಾಗದ ನಿರುದ್ಯೋಗಿ ಯುವಕರಿಂದ ಅರ್ಜಿ ಆಹ್ವಾನಿಸಲಾಗಿದೆ. ಅಭ್ಯರ್ಥಿಗಳು 18 ರಿಂದ 45 ವರ್ಷದ ವಯೋಮಿತಿಯಲ್ಲಿರಬೇಕು. ತರಬೇತಿ ಅವಧಿಯಲ್ಲಿ ಊಟ ಮತ್ತು ವಸತಿ ಉಚಿತ. ಅರ್ಜಿ ಸಲ್ಲಿಸಲು ಮಾ. 28 ಕೊನೆಯ ದಿನಾಂಕವಾಗಿದೆ. <box>1217 1482 1520 1633</box>
ramanji-photo <box>10 676 390 821</box>
exam-col1 <box>664 1853 890 2403</box>
renuka-dateline: ವಿಜಯಪುರ: <box>10 157 73 174</box>
main-sidebar-divider <box>1207 91 1209 1777</box>
group-photo-illustration <box>274 159 817 295</box>
renuka-headline-rule <box>10 149 819 150</box>
tarabeti-dateline: ರಾಮನಗರ: <box>1217 1482 1273 1498</box>
sachiv-body: ವಿಜಯಪುರ ಪಟ್ಟಣದ ಪುರಸಭೆಯ ನೂತನ ಅಧ್ಯಕ್ಷರಾಗಿ ಆಯ್ಕೆಯಾದ ಕಾಂಗ್ರೆಸ್‌ನ ಭಾಗ್ಯ ಸುಧಾಕರ್ ಅವರು ಹಾಗೂ ಸದಸ್ಯರು ಜಿಲ್ಲಾ ಉಸ್ತುವಾರಿ ಸಚಿವರಾದ ಕೆ.ಹೆಚ್.ಮುನಿಯಪ್ಪ ಅವರನ್ನು ಭೇಟಿ ಮಾಡಿ ಅಭಿನಂದನೆ ಸಲ್ಲಿಸಿದರು. ಕಾಂಗ್ರೆಸ್ ಮುಖಂಡರಾದ ಎಂ.ಸತೀಶ್ ಕುಮಾರ್, ಮುನಿರಾಜು, ಸಂತೋಷ್ ಕುಮಾರ್, ಮುನಿಕೃಷ್ಣ, ಹರೀಶ್, ಆರ್.ಮುನಿರಾಜು, ಸುರೇಶ್, ನಂಜಪ್ಪ, ಚನ್ನಪ್ಪ ಸೇರಿದಂತೆ ಅನೇಕ ಕಾರ್ಯಕರ್ತರು ಹಾಜರಿದ್ದರು. <box>850 1212 1183 1325</box>
row2-top-rule <box>0 558 1207 561</box>
adalat-body-1: ಬೆಂಗಳೂರು ಜಲ ಮಂಡಳಿಯ ವಿವಿಧ ಉಪ ವಿಭಾಗಗಳಾದ ಉತ್ತರ-2/1, ದಕ್ಷಿಣ-1/1, ದಕ್ಷಿಣ-2/1, ನೈರುತ್ಯ -1, ನೈರುತ್ಯ - 4, ಪೂರ್ವ-1-2, ಪೂರ್ವ -2-2, ಆಗ್ನೇಯ - 2, ಆಗ್ನೇಯ 5, ಪಶ್ಚಿಮ-1-2 ಮತ್ತು ಪಶ್ಚಿಮ-2-2, ಉಪವಿಭಾಗಗಳಲ್ಲಿ ನೀರಿನ ಬಿಲ್ಲು, ನೀರು ಮತ್ತು ಒಳಚರಂಡಿ ಸಂಪರ್ಕ ಕಲ್ಪಿಸುವಲ್ಲಿ ವಿಳಂಬ, ಗ್ರಾಹಕರಿಂದ ಗ್ರಹಿಕೆಯ ಬಿಲ್ ಪಾವತಿಗಳ ವಿಳಂಬ ಮತ್ತು ಇತರೆ ಕುಂದು ಕೊರತೆಗಳ ಸಂಬಂಧಿಸಿದ ಸಮಸ್ಯೆಗಳನ್ನು ಪರಿಹರಿಸಲು ಮಾರ್ಚ್ 13 ರಂದು ಬೆಳಿಗ್ಗೆ 9.30 ಗಂಟೆಯಿಂದ 11 ಗಂಟೆಯವರೆಗೆ ನೀರಿನ ಅದಾಲತ್‌ನ್ನು ಹಮ್ಮಿಕೊಳ್ಳಲಾಗಿದೆ. <box>830 171 1201 303</box>
puc-rule <box>1212 319 1524 320</box>
manava-col2 <box>235 1646 575 1761</box>
magadi-dateline: ರಾಮನಗರ: <box>405 691 464 708</box>
akki-headline: ಹೆಚ್ಚುವರಿ ಅಕ್ಕಿ ವಿತರಣೆ <box>1217 324 1408 354</box>
magadi-body-4: ಜಿಲ್ಲಾಧಿಕಾರಿ ಯಶವಂತ್ ವಿ. ಗುರುಕರ್ ಮಾತನಾಡಿ, ಜಾತ್ರೆಗೆ ಆಗಮಿಸುವ ರಾಸುಗಳಿಗೆ ಕುಡಿಯುವ ನೀರು, ಮೇವು ವ್ಯವಸ್ಥೆ ಮಾಡಬೇಕು. ಪಶುಪಾಲನಾ ಇಲಾಖೆ ವತಿಯಿಂದ ಪಶುವೈದ್ಯರನ್ನು ನಿಯೋಜಿಸಿ ರಾಸುಗಳ ಆರೋಗ್ಯ ತಪಾಸಣೆ ಮಾಡಬೇಕು. ಬ್ರಹ್ಮರಥೋತ್ಸವದ ದಿನ ರಥದ ಸದೃಢತೆಯನ್ನು ಲೋಕೋಪಯೋಗಿ ಇಲಾಖೆ ಪರಿಶೀಲಿಸಿ ದೃಢೀಕರಣ ನೀಡಬೇಕು ಎಂದು ಸೂಚಿಸಿದರು. <box>926 691 1201 830</box>
section-label: ಬೆಂ.ಗ್ರಾಮಾಂತರ-ರಾಮನಗರ <box>27 41 383 87</box>
ramanji-body-1: ಅಕ್ಕನ ಪ್ರತಿಷ್ಠಾನ ಬೆಂಗಳೂರು ವತಿಯಿಂದ ಎನ್.ರಾಮಾಂಜಿ ಅವರಿಗೆ ಕನ್ನಡ ಸೇವೆಯಲ್ಲಿ ಗುರುತಿಸಿ ಬೆಂಗಳೂರಿನಲ್ಲಿ ನಡೆದ ಸಮಾರಂಭದಲ್ಲಿ ರಾಜ್ಯಮಟ್ಟದ ಅಕ್ಕ ಪ್ರಶಸ್ತಿ ನೀಡಿ ಗೌರವಿಸಲಾಯಿತು. ಈ ಹಿನ್ನೆಲೆಯಲ್ಲಿ ಚಿಕ್ಕಬಳ್ಳಾಪುರದ ಪ್ರತಿಷ್ಠಿತ ಸಂಸ್ಥೆ ವರ್ಲ್ ಫೌಂಡೇಶನ್ (ರಿ.) ವತಿಯಿಂದ ಅವರನ್ನು ಸನ್ಮಾನಿಸಲಾಯಿತು. <box>10 829 390 927</box>
akki-rule <box>1212 1206 1524 1207</box>
renuka-col1 <box>10 155 267 550</box>
